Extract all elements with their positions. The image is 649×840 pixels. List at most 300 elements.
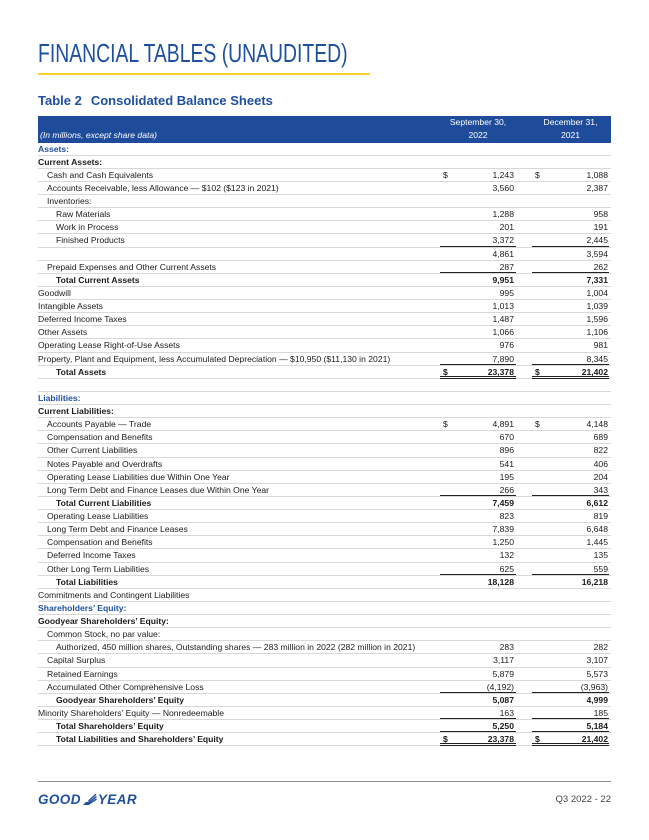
- value-cell: [532, 668, 609, 680]
- value-cell: [532, 418, 609, 430]
- row-label: Deferred Income Taxes: [47, 550, 136, 561]
- column-gap: [518, 549, 530, 561]
- value-cell: [532, 654, 609, 666]
- balance-sheet-row: [38, 681, 611, 694]
- value-sep-30-2022: 283: [499, 642, 514, 653]
- value-cell: [532, 431, 609, 443]
- row-label: Accumulated Other Comprehensive Loss: [47, 681, 204, 692]
- currency-symbol: $: [443, 169, 448, 180]
- row-label: Accounts Payable — Trade: [47, 419, 152, 430]
- balance-sheet-row: [38, 733, 611, 746]
- balance-sheet-row: [38, 353, 611, 366]
- column-year-2021: 2021: [560, 130, 581, 140]
- column-gap: [518, 287, 530, 299]
- value-cell: [440, 444, 516, 456]
- row-label: Long Term Debt and Finance Leases: [47, 524, 188, 535]
- column-gap: [518, 156, 530, 168]
- value-sep-30-2022: 7,459: [492, 497, 514, 508]
- value-dec-31-2021: 1,106: [586, 327, 608, 338]
- column-gap: [518, 589, 530, 601]
- value-sep-30-2022: 670: [499, 432, 514, 443]
- balance-sheet-row: [38, 668, 611, 681]
- value-sep-30-2022: 995: [499, 287, 514, 298]
- balance-sheet-row: [38, 326, 611, 339]
- value-cell: [440, 261, 516, 273]
- row-label: Inventories:: [47, 196, 92, 206]
- value-cell: [532, 195, 609, 207]
- row-label: Goodyear Shareholders’ Equity:: [38, 616, 169, 626]
- balance-sheet-row: [38, 641, 611, 654]
- balance-sheet-row: [38, 182, 611, 195]
- balance-sheet-row: [38, 339, 611, 352]
- row-label: Operating Lease Liabilities due Within One Year: [47, 471, 230, 482]
- value-cell: [440, 366, 516, 378]
- value-cell: [532, 720, 609, 732]
- row-label: Property, Plant and Equipment, less Accumulated Depreciation — $10,950 ($11,130 in 2021): [38, 353, 391, 364]
- row-label: Assets:: [38, 143, 70, 154]
- row-label: Raw Materials: [56, 209, 111, 220]
- value-cell: [532, 484, 609, 496]
- column-header-dec-31: December 31,: [543, 117, 598, 127]
- footer-divider: [38, 781, 611, 782]
- balance-sheet-row: [38, 589, 611, 602]
- row-label: Total Assets: [56, 366, 107, 377]
- title-underline: [38, 73, 370, 75]
- value-cell: [532, 392, 609, 404]
- value-cell: [440, 615, 516, 627]
- balance-sheet-row: [38, 615, 611, 628]
- value-cell: [440, 654, 516, 666]
- value-dec-31-2021: 21,402: [581, 734, 608, 745]
- column-gap: [518, 261, 530, 273]
- balance-sheet-row: [38, 444, 611, 457]
- column-gap: [518, 602, 530, 614]
- value-cell: [532, 379, 609, 391]
- value-cell: [440, 208, 516, 220]
- row-label: Operating Lease Liabilities: [47, 511, 149, 521]
- value-cell: [440, 392, 516, 404]
- balance-sheet-row: [38, 576, 611, 589]
- value-cell: [440, 720, 516, 732]
- column-gap: [518, 628, 530, 640]
- value-sep-30-2022: 896: [499, 445, 514, 456]
- column-gap: [518, 484, 530, 496]
- row-label: Intangible Assets: [38, 301, 103, 311]
- value-sep-30-2022: 625: [499, 563, 514, 574]
- row-label: Accounts Receivable, less Allowance — $102 ($123 in 2021): [47, 182, 279, 193]
- row-label: Deferred Income Taxes: [38, 314, 127, 325]
- column-gap: [518, 668, 530, 680]
- value-cell: [440, 694, 516, 706]
- value-dec-31-2021: 1,004: [586, 287, 608, 298]
- value-sep-30-2022: 201: [499, 222, 514, 233]
- column-gap: [518, 458, 530, 470]
- value-cell: [532, 458, 609, 470]
- balance-sheet-row: [38, 602, 611, 615]
- blank-row: [38, 379, 611, 392]
- currency-symbol: $: [535, 366, 540, 377]
- column-year-2022: 2022: [468, 130, 488, 140]
- column-gap: [518, 169, 530, 181]
- value-cell: [440, 589, 516, 601]
- logo-text-left: GOOD: [38, 792, 81, 807]
- value-cell: [440, 248, 516, 260]
- value-sep-30-2022: 3,117: [493, 655, 514, 666]
- balance-sheet-row: [38, 431, 611, 444]
- value-cell: [440, 287, 516, 299]
- value-cell: [532, 681, 609, 693]
- balance-sheet-row: [38, 471, 611, 484]
- value-cell: [440, 458, 516, 470]
- value-dec-31-2021: 819: [593, 511, 608, 521]
- value-cell: [440, 576, 516, 588]
- column-gap: [518, 471, 530, 483]
- value-cell: [532, 353, 609, 365]
- column-header-sep-30: September 30,: [449, 117, 507, 127]
- balance-sheet-row: [38, 563, 611, 576]
- value-cell: [532, 300, 609, 312]
- value-dec-31-2021: 2,387: [586, 182, 608, 193]
- row-label: Long Term Debt and Finance Leases due Within One Year: [47, 484, 269, 495]
- value-cell: [440, 431, 516, 443]
- value-cell: [440, 156, 516, 168]
- value-dec-31-2021: 1,088: [586, 169, 608, 180]
- value-cell: [532, 156, 609, 168]
- currency-symbol: $: [535, 169, 540, 180]
- value-cell: [440, 143, 516, 155]
- column-gap: [518, 195, 530, 207]
- value-cell: [532, 628, 609, 640]
- column-gap: [518, 615, 530, 627]
- value-cell: [440, 169, 516, 181]
- row-label: Liabilities:: [38, 392, 81, 403]
- column-gap: [518, 182, 530, 194]
- column-gap: [518, 641, 530, 653]
- value-cell: [440, 313, 516, 325]
- row-label: Capital Surplus: [47, 655, 106, 666]
- column-gap: [518, 733, 530, 745]
- value-sep-30-2022: 1,288: [492, 209, 514, 220]
- row-label: Common Stock, no par value:: [47, 629, 161, 640]
- column-gap: [518, 510, 530, 522]
- logo-text-right: YEAR: [97, 792, 137, 807]
- row-label: Current Liabilities:: [38, 406, 114, 416]
- value-sep-30-2022: 823: [499, 511, 514, 521]
- column-gap: [518, 654, 530, 666]
- value-cell: [532, 549, 609, 561]
- value-cell: [440, 484, 516, 496]
- row-label: Current Assets:: [38, 156, 103, 167]
- value-cell: [440, 182, 516, 194]
- value-dec-31-2021: 1,039: [586, 301, 608, 311]
- value-cell: [532, 208, 609, 220]
- value-dec-31-2021: 6,612: [586, 497, 608, 508]
- currency-symbol: $: [535, 734, 540, 745]
- value-sep-30-2022: (4,192): [486, 681, 514, 692]
- table-body: [38, 143, 611, 747]
- value-cell: [440, 300, 516, 312]
- column-gap: [518, 707, 530, 719]
- value-cell: [532, 694, 609, 706]
- value-cell: [532, 182, 609, 194]
- value-cell: [440, 641, 516, 653]
- column-gap: [518, 536, 530, 548]
- value-sep-30-2022: 3,372: [492, 235, 514, 246]
- value-sep-30-2022: 4,861: [492, 248, 514, 259]
- value-dec-31-2021: 958: [593, 209, 608, 220]
- column-gap: [518, 248, 530, 260]
- value-sep-30-2022: 976: [499, 340, 514, 351]
- value-sep-30-2022: 1,013: [492, 301, 514, 311]
- value-cell: [532, 261, 609, 273]
- currency-symbol: $: [535, 419, 540, 430]
- balance-sheet-row: [38, 248, 611, 261]
- value-dec-31-2021: 7,331: [586, 274, 608, 285]
- value-cell: [532, 510, 609, 522]
- value-cell: [532, 326, 609, 338]
- value-dec-31-2021: 135: [593, 550, 608, 561]
- value-dec-31-2021: 406: [593, 458, 608, 469]
- row-label: Goodwill: [38, 287, 71, 298]
- value-cell: [532, 576, 609, 588]
- balance-sheet-row: [38, 300, 611, 313]
- balance-sheet-row: [38, 169, 611, 182]
- row-label: Other Long Term Liabilities: [47, 563, 150, 574]
- value-cell: [532, 563, 609, 575]
- column-gap: [518, 523, 530, 535]
- value-dec-31-2021: 4,999: [586, 694, 608, 705]
- value-cell: [440, 497, 516, 509]
- value-sep-30-2022: 195: [499, 471, 514, 482]
- row-label: Other Assets: [38, 327, 88, 338]
- column-gap: [518, 431, 530, 443]
- value-dec-31-2021: 191: [593, 222, 608, 233]
- value-sep-30-2022: 1,243: [492, 169, 514, 180]
- value-sep-30-2022: 23,378: [487, 734, 514, 745]
- column-gap: [518, 339, 530, 351]
- balance-sheet-row: [38, 405, 611, 418]
- value-cell: [532, 405, 609, 417]
- header-row-years: [38, 129, 611, 142]
- value-cell: [440, 418, 516, 430]
- value-sep-30-2022: 541: [499, 458, 514, 469]
- value-sep-30-2022: 23,378: [487, 366, 514, 377]
- value-dec-31-2021: 282: [593, 642, 608, 653]
- value-sep-30-2022: 1,066: [492, 327, 514, 338]
- balance-sheet-row: [38, 261, 611, 274]
- table-caption: [38, 94, 273, 107]
- row-label: [38, 379, 438, 391]
- value-dec-31-2021: 5,184: [586, 721, 608, 731]
- header-spacer: [38, 116, 438, 129]
- balance-sheet-table: [38, 116, 611, 746]
- value-cell: [532, 707, 609, 719]
- value-dec-31-2021: 204: [593, 471, 608, 482]
- value-cell: [532, 733, 609, 745]
- column-gap: [518, 326, 530, 338]
- value-sep-30-2022: 287: [499, 261, 514, 272]
- column-gap: [518, 143, 530, 155]
- column-gap: [518, 353, 530, 365]
- balance-sheet-row: [38, 221, 611, 234]
- row-label: Shareholders’ Equity:: [38, 602, 127, 613]
- value-dec-31-2021: 8,345: [586, 353, 608, 364]
- table-number: Table 2: [38, 93, 82, 108]
- value-cell: [532, 471, 609, 483]
- balance-sheet-row: [38, 143, 611, 156]
- value-sep-30-2022: 3,560: [492, 182, 514, 193]
- balance-sheet-row: [38, 523, 611, 536]
- column-gap: [518, 563, 530, 575]
- row-label: Authorized, 450 million shares, Outstanding shares — 283 million in 2022 (282 million in 2021): [56, 642, 416, 653]
- value-dec-31-2021: 4,148: [586, 419, 608, 430]
- value-cell: [532, 274, 609, 286]
- value-dec-31-2021: 5,573: [586, 668, 608, 679]
- row-label: Retained Earnings: [47, 668, 118, 679]
- row-label: Total Current Liabilities: [56, 497, 152, 508]
- column-gap: [518, 720, 530, 732]
- balance-sheet-row: [38, 195, 611, 208]
- value-dec-31-2021: 1,596: [586, 314, 608, 325]
- header-gap: [518, 116, 530, 129]
- value-cell: [532, 366, 609, 378]
- balance-sheet-row: [38, 234, 611, 247]
- value-dec-31-2021: 343: [593, 484, 608, 495]
- column-gap: [518, 366, 530, 378]
- value-cell: [532, 169, 609, 181]
- value-cell: [440, 195, 516, 207]
- page-number: Q3 2022 - 22: [555, 794, 611, 805]
- value-cell: [440, 221, 516, 233]
- value-dec-31-2021: 185: [593, 707, 608, 718]
- balance-sheet-row: [38, 274, 611, 287]
- value-dec-31-2021: 2,445: [586, 235, 608, 246]
- row-label: Total Liabilities and Shareholders’ Equity: [56, 734, 224, 745]
- value-sep-30-2022: 1,487: [492, 314, 514, 325]
- column-gap: [518, 497, 530, 509]
- column-gap: [518, 379, 530, 391]
- row-label: Notes Payable and Overdrafts: [47, 458, 163, 469]
- value-dec-31-2021: 3,107: [586, 655, 608, 666]
- column-gap: [518, 234, 530, 246]
- value-sep-30-2022: 132: [499, 550, 514, 561]
- value-cell: [532, 444, 609, 456]
- value-cell: [440, 471, 516, 483]
- value-sep-30-2022: 1,250: [492, 537, 514, 548]
- balance-sheet-row: [38, 418, 611, 431]
- row-label: [38, 248, 438, 260]
- column-gap: [518, 681, 530, 693]
- balance-sheet-row: [38, 458, 611, 471]
- value-cell: [440, 733, 516, 745]
- value-sep-30-2022: 5,087: [492, 694, 514, 705]
- wingfoot-icon: [82, 793, 97, 806]
- value-cell: [532, 143, 609, 155]
- balance-sheet-row: [38, 536, 611, 549]
- page-title: FINANCIAL TABLES (UNAUDITED): [38, 38, 348, 68]
- column-gap: [518, 694, 530, 706]
- row-label: Finished Products: [56, 235, 125, 246]
- row-label: Compensation and Benefits: [47, 537, 153, 548]
- balance-sheet-row: [38, 208, 611, 221]
- row-label: Minority Shareholders’ Equity — Nonredeemable: [38, 707, 224, 718]
- table-header: [38, 116, 611, 143]
- value-dec-31-2021: 16,218: [581, 576, 608, 587]
- header-row-periods: [38, 116, 611, 129]
- value-cell: [440, 668, 516, 680]
- value-sep-30-2022: 5,879: [492, 668, 514, 679]
- currency-symbol: $: [443, 734, 448, 745]
- row-label: Compensation and Benefits: [47, 432, 153, 443]
- value-cell: [532, 339, 609, 351]
- value-sep-30-2022: 18,128: [487, 576, 514, 587]
- value-sep-30-2022: 163: [499, 707, 514, 718]
- value-cell: [440, 339, 516, 351]
- value-sep-30-2022: 5,250: [492, 721, 514, 731]
- value-cell: [532, 536, 609, 548]
- balance-sheet-row: [38, 694, 611, 707]
- value-dec-31-2021: 981: [593, 340, 608, 351]
- value-cell: [440, 707, 516, 719]
- value-cell: [532, 615, 609, 627]
- value-dec-31-2021: 1,445: [586, 537, 608, 548]
- value-cell: [440, 602, 516, 614]
- value-dec-31-2021: 822: [593, 445, 608, 456]
- value-cell: [440, 536, 516, 548]
- balance-sheet-row: [38, 720, 611, 733]
- row-label: Total Shareholders’ Equity: [56, 721, 164, 731]
- value-cell: [440, 326, 516, 338]
- value-cell: [532, 313, 609, 325]
- column-gap: [518, 300, 530, 312]
- balance-sheet-row: [38, 313, 611, 326]
- value-cell: [440, 353, 516, 365]
- table-title: Consolidated Balance Sheets: [90, 93, 273, 108]
- balance-sheet-row: [38, 654, 611, 667]
- row-label: Total Current Assets: [56, 274, 140, 285]
- row-label: Commitments and Contingent Liabilities: [38, 589, 190, 600]
- value-cell: [440, 234, 516, 246]
- value-cell: [440, 549, 516, 561]
- value-dec-31-2021: 3,594: [586, 248, 608, 259]
- value-cell: [532, 287, 609, 299]
- column-gap: [518, 405, 530, 417]
- value-cell: [532, 234, 609, 246]
- balance-sheet-row: [38, 287, 611, 300]
- header-gap: [518, 129, 530, 142]
- value-dec-31-2021: 21,402: [581, 366, 608, 377]
- column-gap: [518, 444, 530, 456]
- value-cell: [440, 405, 516, 417]
- value-cell: [440, 681, 516, 693]
- value-cell: [440, 510, 516, 522]
- row-label: Other Current Liabilities: [47, 445, 138, 456]
- balance-sheet-row: [38, 484, 611, 497]
- balance-sheet-row: [38, 392, 611, 405]
- row-label: Work in Process: [56, 222, 119, 233]
- value-cell: [532, 589, 609, 601]
- goodyear-logo: [38, 792, 137, 807]
- value-dec-31-2021: (3,963): [580, 681, 608, 692]
- row-label: Prepaid Expenses and Other Current Assets: [47, 261, 217, 272]
- value-dec-31-2021: 559: [593, 563, 608, 574]
- balance-sheet-row: [38, 510, 611, 523]
- balance-sheet-row: [38, 366, 611, 379]
- value-sep-30-2022: 7,890: [492, 353, 514, 364]
- value-cell: [440, 379, 516, 391]
- value-cell: [440, 563, 516, 575]
- column-gap: [518, 208, 530, 220]
